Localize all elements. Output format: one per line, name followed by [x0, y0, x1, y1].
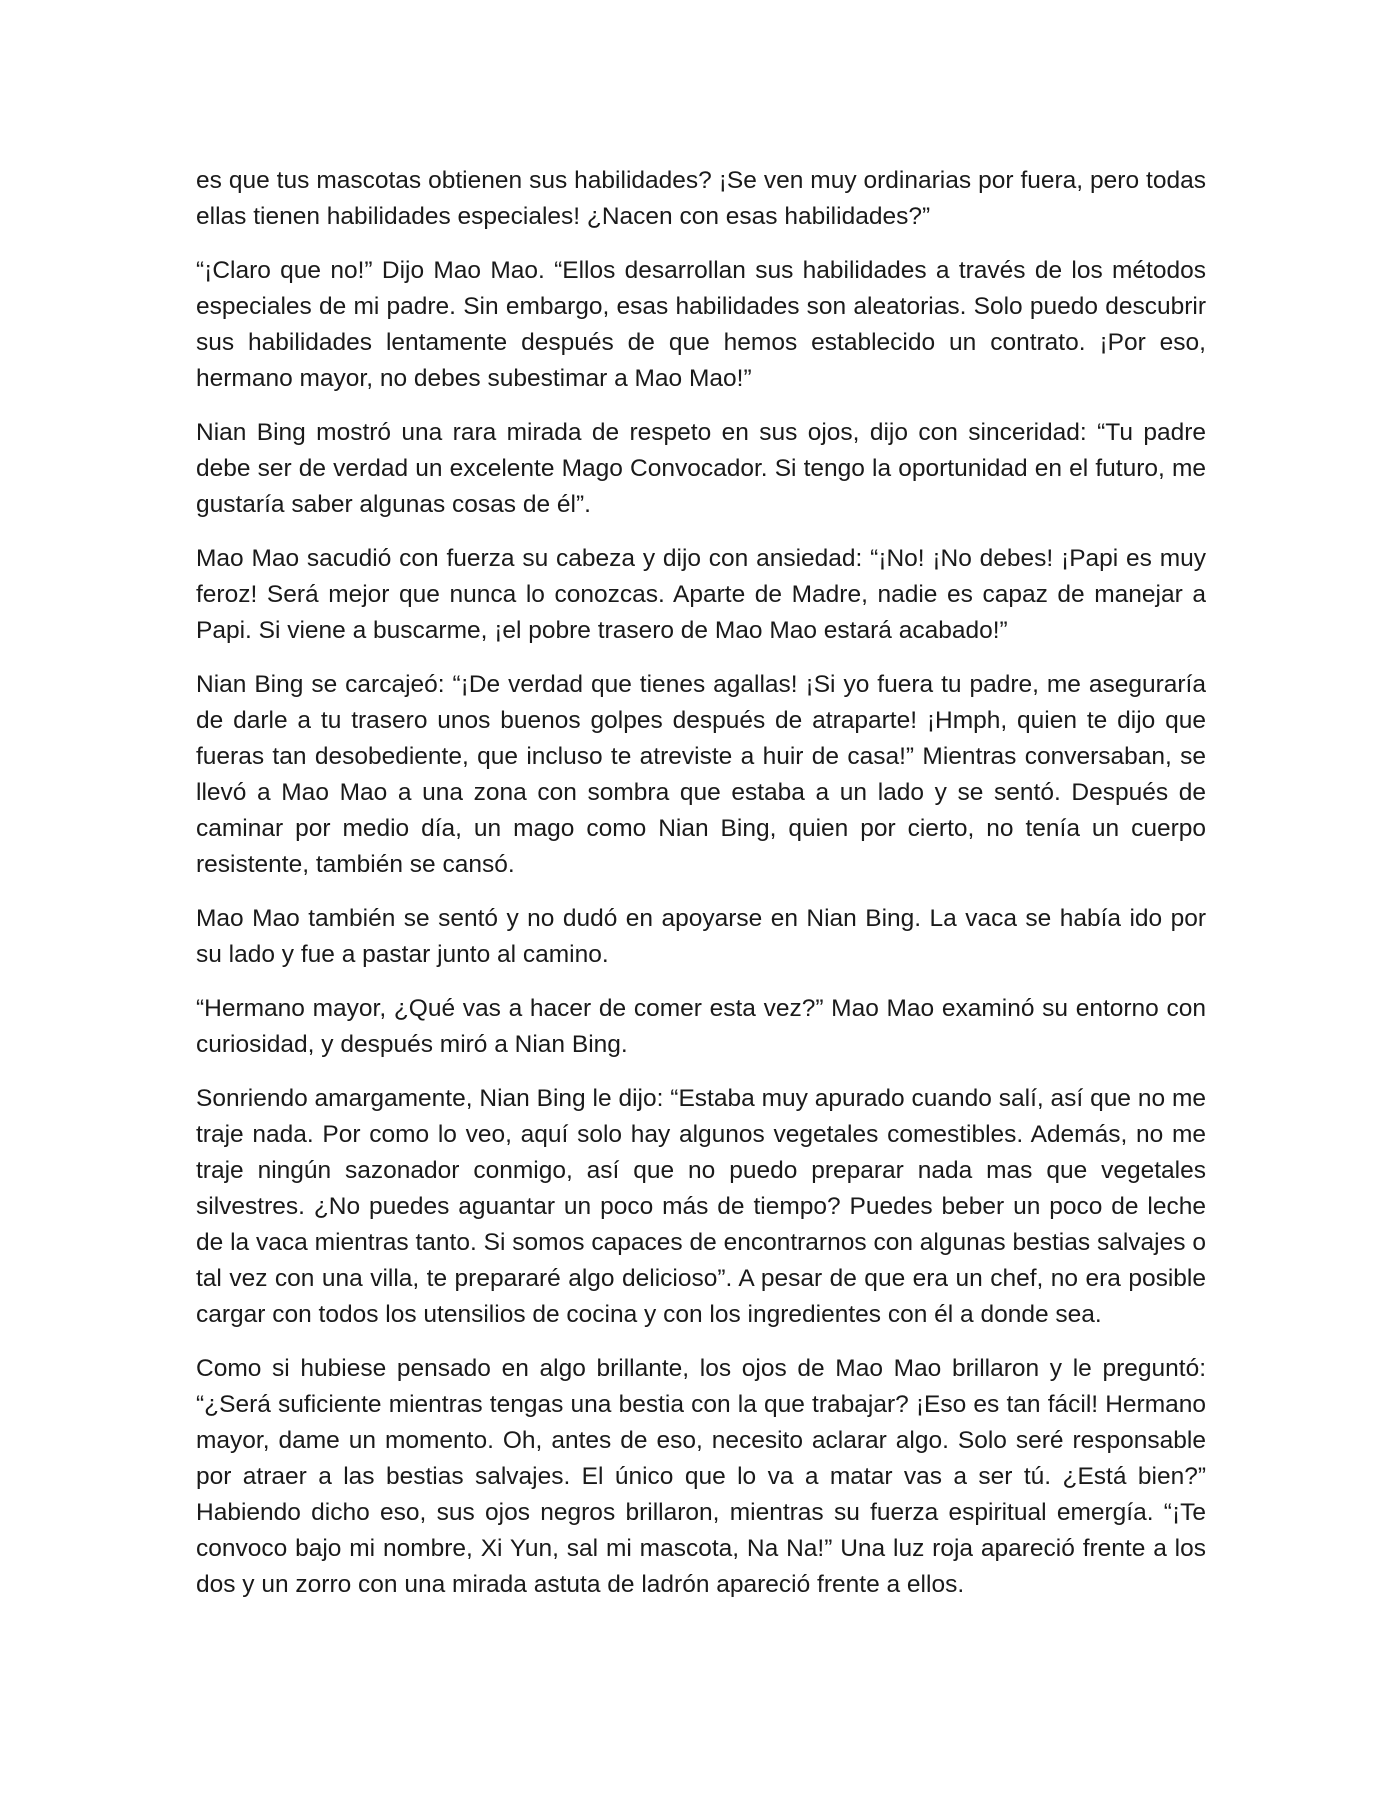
paragraph: Mao Mao también se sentó y no dudó en apoyarse en Nian Bing. La vaca se había ido por su lado y fue a pastar junto al camino. — [196, 905, 1206, 968]
paragraph: Nian Bing se carcajeó: “¡De verdad que tienes agallas! ¡Si yo fuera tu padre, me aseguraría de darle a tu trasero unos buenos golpes después de atraparte! ¡Hmph, quien te dijo que fueras tan desobediente, que incluso te atreviste a huir de casa!” Mientras conversaban, se llevó a Mao Mao a una zona con sombra que estaba a un lado y se sentó. Después de caminar por medio día, un mago como Nian Bing, quien por cierto, no tenía un cuerpo resistente, también se cansó. — [196, 671, 1206, 878]
paragraph: es que tus mascotas obtienen sus habilidades? ¡Se ven muy ordinarias por fuera, pero todas ellas tienen habilidades especiales! ¿Nacen con esas habilidades?” — [196, 167, 1206, 230]
paragraph: “¡Claro que no!” Dijo Mao Mao. “Ellos desarrollan sus habilidades a través de los métodos especiales de mi padre. Sin embargo, esas habilidades son aleatorias. Solo puedo descubrir sus habilidades lentamente después de que hemos establecido un contrato. ¡Por eso, hermano mayor, no debes subestimar a Mao Mao!” — [196, 257, 1206, 392]
paragraph: Mao Mao sacudió con fuerza su cabeza y dijo con ansiedad: “¡No! ¡No debes! ¡Papi es muy feroz! Será mejor que nunca lo conozcas. Aparte de Madre, nadie es capaz de manejar a Papi. Si viene a buscarme, ¡el pobre trasero de Mao Mao estará acabado!” — [196, 545, 1206, 644]
body-text — [196, 163, 1206, 1621]
paragraph: Sonriendo amargamente, Nian Bing le dijo: “Estaba muy apurado cuando salí, así que no me traje nada. Por como lo veo, aquí solo hay algunos vegetales comestibles. Además, no me traje ningún sazonador conmigo, así que no puedo preparar nada mas que vegetales silvestres. ¿No puedes aguantar un poco más de tiempo? Puedes beber un poco de leche de la vaca mientras tanto. Si somos capaces de encontrarnos con algunas bestias salvajes o tal vez con una villa, te prepararé algo delicioso”. A pesar de que era un chef, no era posible cargar con todos los utensilios de cocina y con los ingredientes con él a donde sea. — [196, 1085, 1206, 1328]
paragraph: Como si hubiese pensado en algo brillante, los ojos de Mao Mao brillaron y le preguntó: “¿Será suficiente mientras tengas una bestia con la que trabajar? ¡Eso es tan fácil! Hermano mayor, dame un momento. Oh, antes de eso, necesito aclarar algo. Solo seré responsable por atraer a las bestias salvajes. El único que lo va a matar vas a ser tú. ¿Está bien?” Habiendo dicho eso, sus ojos negros brillaron, mientras su fuerza espiritual emergía. “¡Te convoco bajo mi nombre, Xi Yun, sal mi mascota, Na Na!” Una luz roja apareció frente a los dos y un zorro con una mirada astuta de ladrón apareció frente a ellos. — [196, 1355, 1206, 1598]
paragraph: Nian Bing mostró una rara mirada de respeto en sus ojos, dijo con sinceridad: “Tu padre debe ser de verdad un excelente Mago Convocador. Si tengo la oportunidad en el futuro, me gustaría saber algunas cosas de él”. — [196, 419, 1206, 518]
paragraph: “Hermano mayor, ¿Qué vas a hacer de comer esta vez?” Mao Mao examinó su entorno con curiosidad, y después miró a Nian Bing. — [196, 995, 1206, 1058]
